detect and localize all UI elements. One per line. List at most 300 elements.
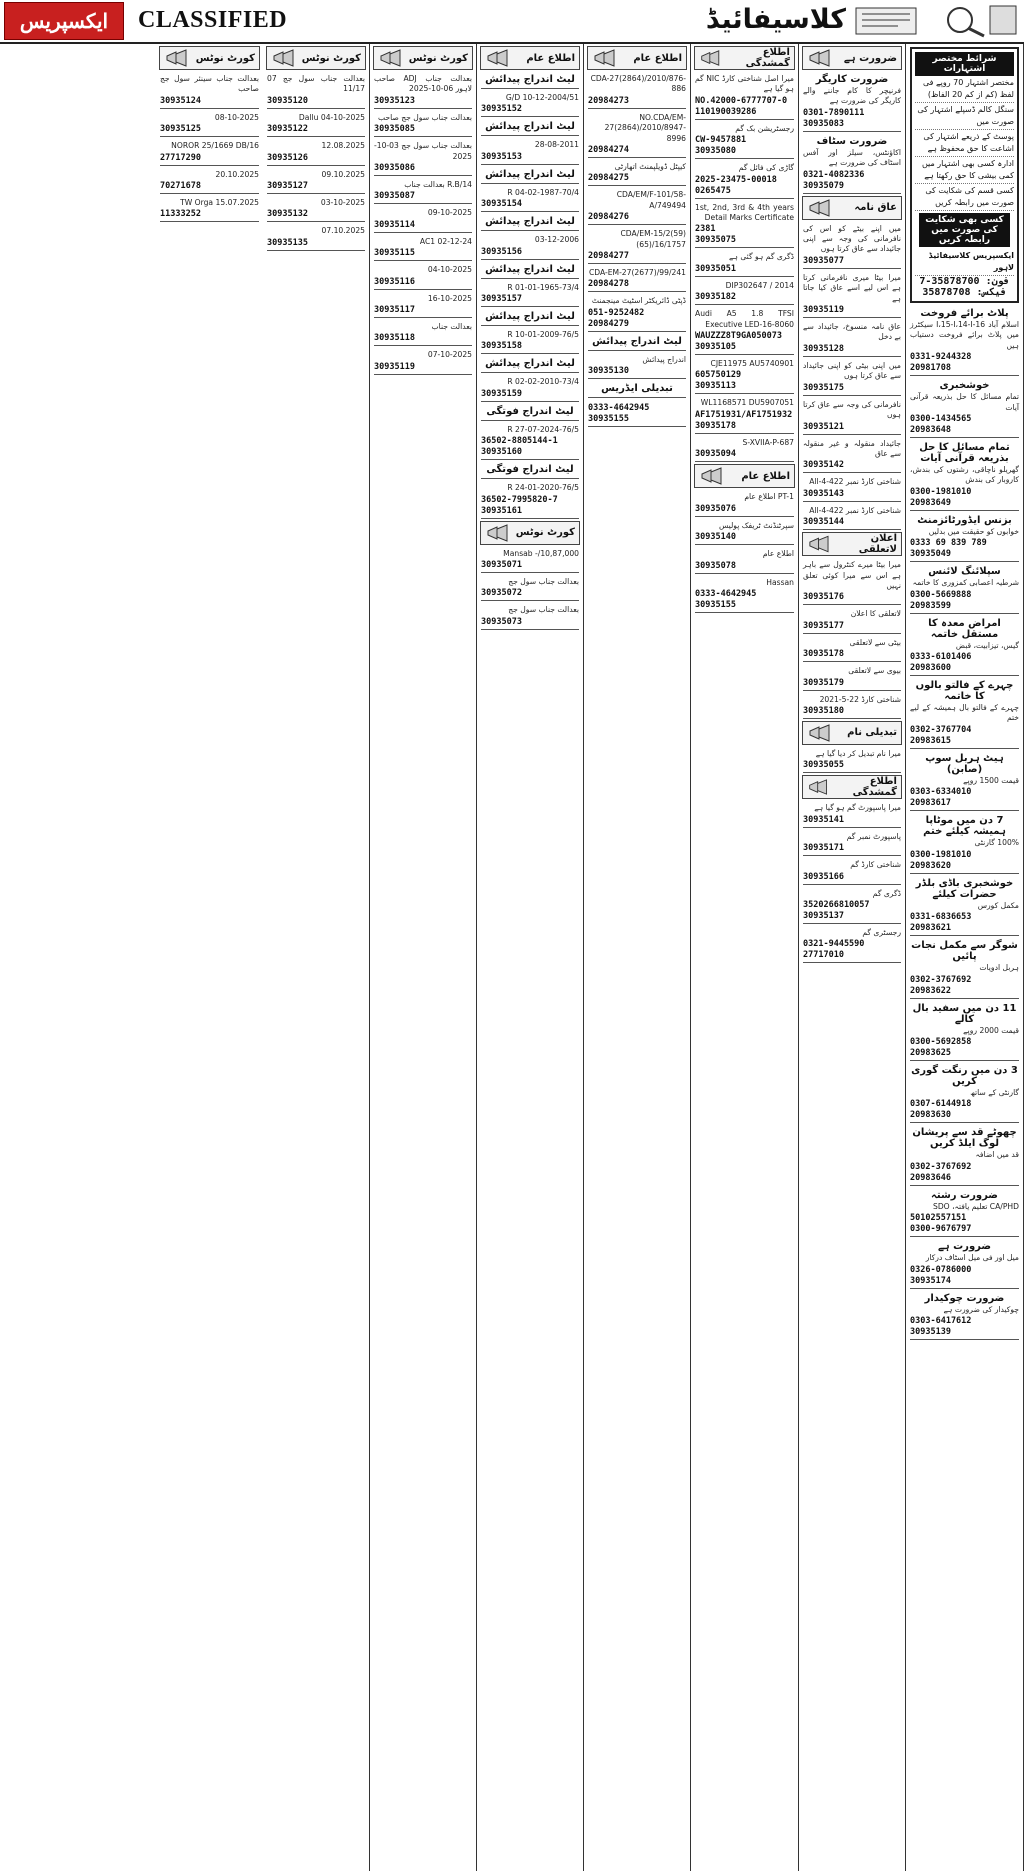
classified-ad	[588, 188, 686, 225]
section-title: اطلاع گمشدگی	[852, 776, 897, 799]
section-title: کورٹ نوٹس	[195, 52, 255, 64]
ad-body: قد میں اضافہ	[975, 1150, 1019, 1160]
classified-ad	[588, 72, 686, 109]
ad-body: خوابوں کو حقیقت میں بدلیں	[928, 526, 1019, 536]
english-title: CLASSIFIED	[138, 7, 288, 33]
ad-reference: 30935116	[374, 276, 415, 287]
ad-body: کیپٹل ڈویلپمنٹ اتھارٹی	[614, 162, 686, 172]
classified-ad	[910, 378, 1019, 438]
ad-reference: 30935072	[481, 588, 522, 599]
classified-ad	[910, 440, 1019, 511]
ad-number: 0302-3767704	[910, 724, 972, 735]
ad-title: ضرورت رشتہ	[931, 1189, 998, 1201]
ad-title: تمام مسائل کا حل بذریعہ قرآنی آیات	[919, 442, 1010, 465]
ad-body: CDA-EM-27(2677)/99/241	[588, 268, 686, 278]
ad-body: شرطیہ اعصابی کمزوری کا خاتمہ	[912, 578, 1019, 588]
ad-body: میرا اصل شناختی کارڈ NIC گم ہو گیا ہے	[695, 74, 794, 94]
classified-ad	[267, 111, 365, 137]
ad-body: جائیداد منقولہ و غیر منقولہ سے عاق	[803, 438, 901, 458]
classified-ad	[695, 519, 794, 545]
section-title: عاق نامہ	[854, 202, 897, 214]
ad-body: ڈگری گم	[872, 888, 901, 898]
ad-body: 09-10-2025	[427, 208, 472, 218]
ad-reference: 30935157	[481, 294, 522, 305]
ad-reference: 30935121	[803, 421, 844, 432]
classified-ad	[910, 1063, 1019, 1123]
ad-body: بعدالت جناب سول جج	[508, 605, 579, 615]
sub-heading	[481, 262, 579, 279]
ad-reference: 20983648	[910, 425, 951, 436]
classified-ad	[267, 168, 365, 194]
ad-reference: 30935115	[374, 248, 415, 259]
sub-heading	[481, 356, 579, 373]
ad-body: قیمت 1500 روپے	[963, 775, 1019, 785]
ad-reference: 30935139	[910, 1326, 951, 1337]
ad-body: 15.07.2025 TW Orga	[180, 198, 259, 208]
ad-body: CDA-27(2864)/2010/876-886	[590, 74, 686, 94]
ad-reference: 30935152	[481, 104, 522, 115]
contact-fax: فیکس: 35878708	[922, 287, 1007, 298]
ad-title: امراض معدہ کا مستقل خاتمہ	[928, 617, 1001, 640]
megaphone-icon	[807, 724, 833, 742]
classified-ad	[803, 747, 901, 773]
sub-heading	[481, 72, 579, 89]
classified-ad	[695, 576, 794, 613]
megaphone-icon	[699, 49, 722, 67]
ad-reference: 30935073	[481, 616, 522, 627]
section-title: ضرورت ہے	[843, 52, 897, 64]
classified-ad	[481, 575, 579, 601]
column-col5	[477, 44, 584, 1871]
ad-body: نافرمانی کی وجہ سے عاق کرتا ہوں	[803, 399, 901, 420]
ad-body: DIP302647 / 2014	[725, 280, 794, 290]
ad-body: 14/R.B بعدالت جناب	[404, 180, 472, 190]
ad-reference: 30935177	[803, 620, 844, 631]
ad-reference: 30935123	[374, 95, 415, 106]
ad-reference: 30935094	[695, 449, 736, 460]
ad-body: ڈگری گم ہو گئی ہے	[729, 252, 794, 262]
ad-number: 0302-3767692	[910, 974, 972, 985]
section-title: تبدیلی نام	[847, 727, 897, 739]
ad-body: رجسٹری گم	[862, 928, 901, 937]
megaphone-icon	[807, 535, 832, 553]
ad-body: 03-10-2025	[320, 198, 365, 208]
ad-body: بعدالت جناب سول جج صاحب	[377, 112, 472, 122]
ad-reference: 20984276	[588, 212, 629, 223]
classified-ad	[695, 279, 794, 305]
ad-number: WAUZZZ8T9GA050073	[695, 331, 782, 342]
megaphone-icon	[485, 524, 511, 542]
ad-reference: 30935117	[374, 305, 415, 316]
classified-ad	[803, 607, 901, 633]
column-col4	[584, 44, 691, 1871]
classified-ad	[374, 111, 472, 137]
ad-body: NO.CDA/EM-27(2864)/2010/8947-8996	[604, 112, 686, 143]
ad-body: 70/4-R 04-02-1987	[507, 187, 579, 197]
ad-number: 0301-7890111	[803, 107, 865, 118]
ad-number: 0321-9445590	[803, 939, 865, 950]
classified-ad	[803, 664, 901, 690]
ad-body: 07-10-2025	[427, 350, 472, 360]
ad-reference: 30935124	[160, 95, 201, 106]
ad-body: CDA/EM/F-101/58-A/749494	[616, 190, 686, 210]
ad-body: اطلاع عام	[762, 549, 794, 559]
ad-reference: 30935083	[803, 118, 844, 129]
ad-number: 0326-0786000	[910, 1264, 972, 1275]
ad-body: میرا بیٹا میری نافرمانی کرتا ہے اس لیے اسے عاق کیا جاتا ہے	[803, 272, 901, 303]
ad-reference: 30935080	[695, 146, 736, 157]
classified-ad	[910, 616, 1019, 676]
classified-ad	[803, 320, 901, 357]
section-title: اعلان لاتعلقی	[858, 533, 897, 556]
ad-reference: 30935176	[803, 592, 844, 603]
ad-number: 0303-6417612	[910, 1315, 972, 1326]
ad-body: اکاؤنٹس، سیلز اور آفس اسٹاف کی ضرورت ہے	[803, 147, 901, 168]
ad-number: 0321-4082336	[803, 169, 865, 180]
ad-reference: 30935119	[803, 305, 844, 316]
ad-reference: 20984275	[588, 173, 629, 184]
ad-reference: 30935055	[803, 760, 844, 771]
classified-ad	[160, 196, 259, 222]
ad-number: 0300-1981010	[910, 849, 972, 860]
classified-ad	[481, 423, 579, 460]
classified-ad	[588, 353, 686, 379]
complaint-band: کسی بھی شکایت کی صورت میں رابطہ کریں	[919, 213, 1010, 247]
classified-ad	[588, 227, 686, 264]
urdu-title: کلاسیفائیڈ	[705, 4, 846, 35]
ad-number: 2025-23475-00018	[695, 174, 777, 185]
ad-body: 76/5-R 27-07-2024	[507, 424, 579, 434]
ad-reference: 20983620	[910, 860, 951, 871]
ad-body: 09.10.2025	[321, 169, 365, 179]
ad-reference: 20983621	[910, 923, 951, 934]
ad-body: پاسپورٹ نمبر گم	[846, 831, 901, 841]
ad-title: ضرورت کاریگر	[815, 74, 889, 85]
classified-ad	[803, 475, 901, 501]
classified-ad	[374, 292, 472, 318]
ad-body: CA/PHD تعلیم یافتہ، SDO	[933, 1201, 1019, 1211]
ad-number: 051-9252482	[588, 307, 645, 318]
terms-line: ادارہ کسی بھی اشتہار میں کمی بیشی کا حق رکھتا ہے	[915, 157, 1014, 184]
ad-reference: 30935126	[267, 152, 308, 163]
ad-body: Audi A5 1.8 TFSI Executive LED-16-8060	[695, 309, 794, 329]
ad-title: شوگر سے مکمل نجات پائیں	[911, 940, 1018, 963]
section-title: کورٹ نوٹس	[515, 527, 575, 539]
ad-body: 07.10.2025	[321, 226, 365, 236]
ad-reference: 30935122	[267, 124, 308, 135]
section-heading	[266, 46, 366, 70]
terms-heading: شرائط مختصر اشتہارات	[915, 52, 1014, 76]
contact-phone: فون: 35878700-7	[919, 276, 1010, 287]
section-title: کورٹ نوٹس	[408, 52, 468, 64]
ad-reference: 30935125	[160, 124, 201, 135]
ad-body: بعدالت جناب ADJ صاحب لاہور 06-10-2025	[374, 74, 473, 94]
classified-ad	[910, 938, 1019, 998]
ad-body: گیس، تیزابیت، قبض	[955, 640, 1019, 650]
ad-number: 0333-4642945	[695, 588, 757, 599]
ad-number: 0307-6144918	[910, 1099, 972, 1110]
ad-reference: 0300-9676797	[910, 1224, 972, 1235]
ad-reference: 30935113	[695, 381, 736, 392]
ad-body: تمام مسائل کا حل بذریعہ قرآنی آیات	[910, 392, 1019, 412]
classified-ad	[481, 547, 579, 573]
classified-ad	[267, 139, 365, 165]
classified-ad	[481, 481, 579, 518]
classified-ad	[267, 196, 365, 222]
ad-number: 50102557151	[910, 1213, 967, 1224]
sub-heading-title: لیٹ اندراج فوتگی	[486, 464, 574, 476]
ad-reference: 110190039286	[695, 106, 757, 117]
ad-body: بعدالت جناب سول جج 07 11/17	[267, 74, 365, 94]
megaphone-icon	[807, 199, 833, 217]
sub-heading-title: لیٹ اندراج فوتگی	[486, 405, 574, 417]
ad-body: 73/4-R 01-01-1965	[507, 282, 579, 292]
ad-body: اندراج پیدائش	[642, 354, 686, 364]
classified-ad	[910, 876, 1019, 936]
classified-ad	[803, 134, 901, 194]
ad-title: خوشخبری باڈی بلڈر حضرات کیلئے	[915, 877, 1014, 900]
classified-ad	[481, 233, 579, 259]
megaphone-icon	[378, 49, 404, 67]
ad-body: 28-08-2011	[534, 140, 579, 150]
ad-body: 20.10.2025	[215, 169, 259, 179]
ad-number: 0303-6334010	[910, 787, 972, 798]
classified-ad	[588, 160, 686, 186]
classified-ad	[803, 271, 901, 318]
ad-body: 10,87,000/- Mansab	[503, 548, 579, 558]
ad-reference: 30935128	[803, 343, 844, 354]
column-col2	[799, 44, 906, 1871]
classified-ad	[374, 348, 472, 374]
contact-name: ایکسپریس کلاسیفائیڈ لاہور	[915, 249, 1014, 276]
ad-reference: 20981708	[910, 363, 951, 374]
ad-body: بعدالت جناب سینئر سول جج صاحب	[160, 74, 259, 94]
ad-reference: 20983615	[910, 735, 951, 746]
ad-reference: 30935118	[374, 333, 415, 344]
ad-reference: 20984273	[588, 95, 629, 106]
ad-reference: 30935166	[803, 871, 844, 882]
classified-ad	[803, 72, 901, 132]
ad-reference: 20983646	[910, 1172, 951, 1183]
classified-ad	[910, 678, 1019, 749]
ad-title: ضرورت سٹاف	[816, 135, 888, 147]
ad-body: مکمل کورس	[977, 900, 1019, 910]
ad-reference: 30935153	[481, 151, 522, 162]
ad-reference: 30935144	[803, 517, 844, 528]
classified-ad	[267, 72, 365, 109]
classified-ad	[803, 858, 901, 884]
ad-body: 12.08.2025	[321, 141, 365, 151]
ad-reference: 20984277	[588, 251, 629, 262]
sub-heading-title: لیٹ اندراج پیدائش	[592, 335, 682, 347]
ad-reference: 30935087	[374, 191, 415, 202]
ad-reference: 30935105	[695, 342, 736, 353]
ad-body: ہربل ادویات	[979, 963, 1019, 973]
ad-number: CW-9457881	[695, 135, 747, 146]
ad-body: S-XVIIA-P-687	[742, 437, 794, 447]
ad-reference: 0265475	[695, 185, 731, 196]
section-heading	[373, 46, 473, 70]
classified-ad	[481, 138, 579, 164]
classified-ad	[695, 396, 794, 433]
ad-body: میں اپنے بیٹے کو اس کی نافرمانی کی وجہ سے اپنی جائیداد سے عاق کرتا ہوں	[803, 223, 901, 254]
ad-reference: 20983625	[910, 1047, 951, 1058]
classified-ad	[910, 306, 1019, 376]
logo-text: ایکسپریس	[19, 9, 109, 33]
classified-ad	[481, 603, 579, 629]
ad-title: 7 دن میں موٹاپا ہمیشہ کیلئے ختم	[923, 815, 1006, 838]
classified-ad	[160, 139, 259, 165]
ad-body: بعدالت جناب سول جج 03-10-2025	[374, 141, 472, 161]
ad-body: گھریلو ناچاقی، رشتوں کی بندش، کاروبار کی بندش	[910, 465, 1019, 485]
section-title: اطلاع عام	[741, 470, 790, 482]
ad-reference: 30935140	[695, 532, 736, 543]
classified-ad	[588, 111, 686, 158]
classified-ad	[695, 72, 794, 120]
ad-number: 0331-9244328	[910, 352, 972, 363]
masthead	[0, 0, 1024, 44]
sub-heading-title: لیٹ اندراج پیدائش	[485, 121, 575, 133]
newspaper-illustration-icon	[850, 2, 1020, 38]
classified-ad	[267, 224, 365, 250]
classified-ad	[160, 72, 259, 109]
ad-title: پلاٹ برائے فروخت	[920, 308, 1009, 319]
ad-number: 27717290	[160, 152, 201, 163]
ad-title: سپلائنگ لائنس	[928, 566, 1001, 578]
classified-ad	[910, 1001, 1019, 1061]
section-title: کورٹ نوٹس	[301, 52, 361, 64]
classified-ad	[374, 206, 472, 232]
ad-body: CDA/EM-15/2(59)(65)/16/1757	[620, 229, 686, 249]
classified-ad	[374, 235, 472, 261]
section-heading	[587, 46, 687, 70]
section-heading	[159, 46, 260, 70]
sub-heading-title: لیٹ اندراج پیدائش	[485, 263, 575, 275]
ad-body: 08-10-2025	[214, 112, 259, 122]
terms-line: مختصر اشتہار 70 روپے فی لفظ (کم از کم 20 الفاظ)	[915, 76, 1014, 103]
sub-heading-title: لیٹ اندراج پیدائش	[485, 168, 575, 180]
ad-reference: 30935076	[695, 503, 736, 514]
ad-number: 0333-6101406	[910, 652, 972, 663]
classified-ad	[481, 91, 579, 117]
classified-ad	[803, 801, 901, 827]
ad-number: 3520266810057	[803, 900, 870, 910]
classified-ad	[803, 887, 901, 924]
ad-title: چہرے کے فالتو بالوں کا خاتمہ	[915, 680, 1014, 703]
ad-body: بعدالت جناب	[431, 322, 472, 332]
ad-title: ضرورت ہے	[937, 1241, 992, 1253]
ad-body: گاڑی کی فائل گم	[738, 163, 794, 173]
classified-ad	[695, 307, 794, 355]
ad-reference: 30935071	[481, 560, 522, 571]
section-title: اطلاع گمشدگی	[745, 47, 790, 69]
classified-ad	[695, 201, 794, 249]
ad-reference: 30935159	[481, 388, 522, 399]
megaphone-icon	[164, 49, 190, 67]
ad-reference: 11333252	[160, 209, 201, 220]
ad-body: 76/5-R 10-01-2009	[507, 330, 579, 340]
ad-reference: 30935119	[374, 361, 415, 372]
ad-number: 36502-7995820-7	[481, 494, 558, 505]
ad-body: 03-12-2006	[534, 235, 579, 245]
ad-body: 04-10-2025	[427, 265, 472, 275]
sub-heading-title: لیٹ اندراج پیدائش	[485, 216, 575, 228]
ad-title: چھوٹے قد سے پریشان لوگ ایلڈ کریں	[912, 1127, 1017, 1150]
classified-ad	[374, 139, 472, 176]
column-col8	[156, 44, 263, 1871]
ad-reference: 30935158	[481, 341, 522, 352]
ad-body: اسلام آباد 16-I،15-I،14-I سیکٹرز میں پلاٹ برائے فروخت دستیاب ہیں	[910, 320, 1019, 350]
ad-reference: 30935179	[803, 677, 844, 688]
ad-body: رجسٹریشن بک گم	[735, 123, 794, 133]
ad-reference: 30935180	[803, 705, 844, 716]
classified-ad	[803, 222, 901, 269]
section-heading	[480, 521, 580, 545]
classified-ad	[910, 1188, 1019, 1237]
terms-box	[910, 47, 1019, 303]
ad-number: 0302-3767692	[910, 1161, 972, 1172]
ad-body: NOROR 25/1669 DB/16	[171, 141, 259, 151]
ad-reference: 30935174	[910, 1275, 951, 1286]
ad-title: 3 دن میں رنگت گوری کریں	[911, 1064, 1018, 1087]
ad-body: میرا بیٹا میرے کنٹرول سے باہر ہے اس سے میرا کوئی تعلق نہیں	[803, 560, 901, 590]
section-heading	[802, 532, 902, 556]
classified-ad	[803, 359, 901, 396]
section-title: اطلاع عام	[633, 52, 682, 64]
ad-number: 0331-6836653	[910, 912, 972, 923]
ad-body: CJE11975 AU5740901	[710, 359, 794, 369]
ad-reference: 30935130	[588, 366, 629, 377]
ad-body: میل اور فی میل اسٹاف درکار	[925, 1253, 1019, 1263]
ad-body: AC1 02-12-24	[419, 236, 472, 246]
classified-ad	[374, 320, 472, 346]
ad-reference: 30935114	[374, 219, 415, 230]
ad-reference: 30935078	[695, 560, 736, 571]
section-heading	[480, 46, 580, 70]
ad-reference: 30935155	[588, 414, 629, 425]
section-heading	[694, 46, 795, 70]
ad-number: 605750129	[695, 370, 742, 381]
ad-reference: 30935085	[374, 124, 415, 135]
megaphone-icon	[807, 778, 830, 796]
megaphone-icon	[485, 49, 511, 67]
classified-ad	[374, 178, 472, 204]
classified-ad	[803, 636, 901, 662]
ad-reference: 20984274	[588, 145, 629, 156]
classified-ad	[803, 693, 901, 719]
ad-reference: 30935182	[695, 292, 736, 303]
classified-ad	[695, 357, 794, 394]
classified-ad	[588, 266, 686, 292]
ad-number: NO.42000-6777707-0	[695, 95, 788, 106]
megaphone-icon	[271, 49, 297, 67]
ad-title: 11 دن میں سفید بال کالے	[912, 1002, 1017, 1025]
classified-ad	[910, 1291, 1019, 1340]
ad-reference: 20984278	[588, 279, 629, 290]
section-heading	[802, 196, 902, 220]
ad-reference: 20983630	[910, 1110, 951, 1121]
classified-ad	[910, 751, 1019, 811]
megaphone-icon	[807, 49, 833, 67]
megaphone-icon	[592, 49, 618, 67]
terms-line: سنگل کالم ڈسپلے اشتہار کی صورت میں	[915, 103, 1014, 130]
ad-reference: 20983649	[910, 497, 951, 508]
section-heading	[802, 721, 902, 745]
sub-heading-title: تبدیلی ایڈریس	[601, 383, 673, 395]
ad-body: شناختی کارڈ 22-5-2021	[819, 694, 901, 704]
ad-reference: 30935154	[481, 199, 522, 210]
ad-number: 0300-1981010	[910, 486, 972, 497]
